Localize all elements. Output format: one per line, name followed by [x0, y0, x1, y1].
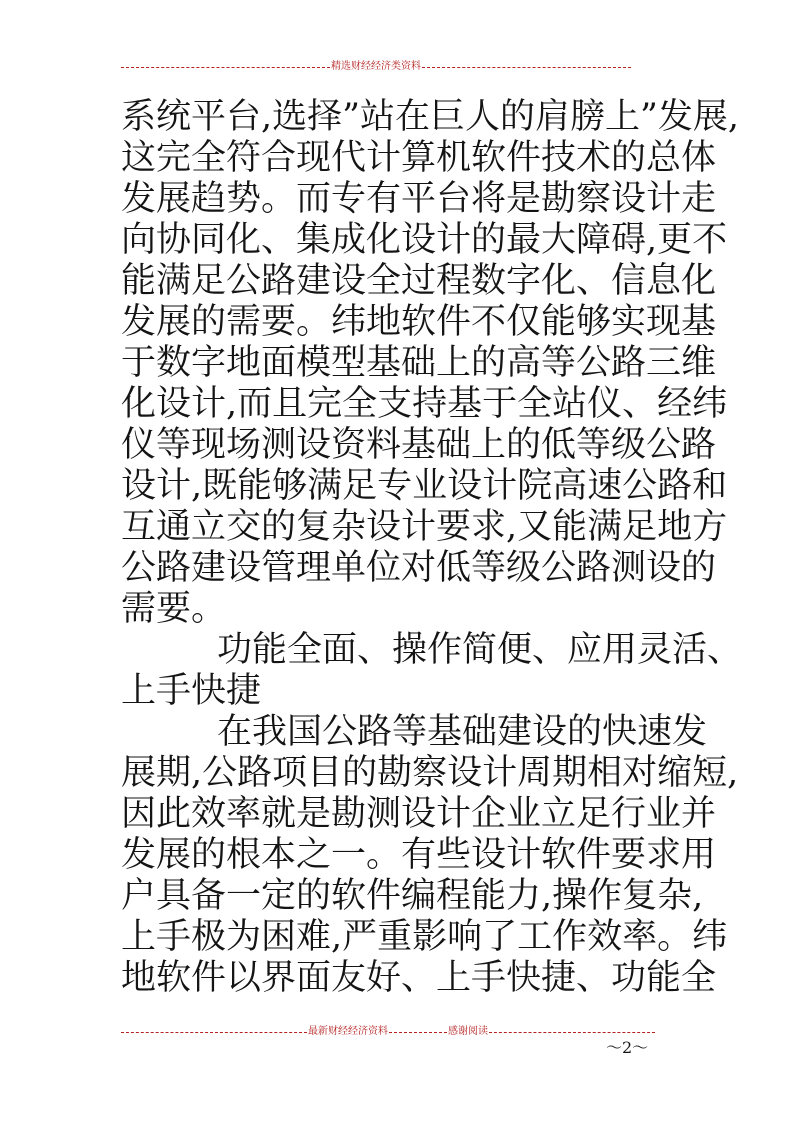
text-line: 展期,公路项目的勘察设计周期相对缩短, — [121, 753, 739, 793]
text-line: 公路建设管理单位对低等级公路测设的 — [121, 548, 717, 588]
text-line: 发展趋势。而专有平台将是勘察设计走 — [121, 179, 717, 219]
text-line: 发展的需要。纬地软件不仅能够实现基 — [121, 302, 717, 342]
page-footer — [120, 1025, 656, 1039]
text-line: 于数字地面模型基础上的高等公路三维 — [121, 343, 717, 383]
text-line: 户具备一定的软件编程能力,操作复杂, — [121, 876, 704, 916]
text-line: 功能全面、操作简便、应用灵活、 — [217, 630, 743, 670]
text-line: 地软件以界面友好、上手快捷、功能全 — [121, 958, 717, 998]
footer-left-label: 最新财经经济资料 — [308, 1026, 388, 1037]
text-line: 仪等现场测设资料基础上的低等级公路 — [121, 425, 717, 465]
text-line: 发展的根本之一。有些设计软件要求用 — [121, 835, 717, 875]
section-heading — [121, 630, 743, 712]
header-title: 精选财经经济类资料 — [331, 61, 421, 72]
footer-rule-middle — [389, 1025, 447, 1033]
text-line: 向协同化、集成化设计的最大障碍,更不 — [121, 220, 728, 260]
page-number: ～2～ — [606, 1038, 649, 1057]
text-line: 化设计,而且完全支持基于全站仪、经纬 — [121, 384, 728, 424]
text-line: 设计,既能够满足专业设计院高速公路和 — [121, 466, 728, 506]
page-header — [120, 60, 632, 74]
document-body — [121, 97, 743, 999]
text-line: 上手快捷 — [121, 671, 262, 711]
text-line: 这完全符合现代计算机软件技术的总体 — [121, 138, 717, 178]
header-rule-right — [422, 60, 631, 68]
paragraph — [121, 97, 740, 630]
footer-rule-right — [489, 1025, 655, 1033]
paragraph — [121, 712, 739, 999]
text-line: 在我国公路等基础建设的快速发 — [217, 712, 708, 752]
text-line: 能满足公路建设全过程数字化、信息化 — [121, 261, 717, 301]
text-line: 需要。 — [121, 589, 227, 629]
footer-rule-left — [121, 1025, 307, 1033]
text-line: 上手极为困难,严重影响了工作效率。纬 — [121, 917, 728, 957]
text-line: 互通立交的复杂设计要求,又能满足地方 — [121, 507, 728, 547]
footer-right-label: 感谢阅读 — [448, 1026, 488, 1037]
text-line: 因此效率就是勘测设计企业立足行业并 — [121, 794, 717, 834]
text-line: 系统平台,选择”站在巨人的肩膀上”发展, — [121, 97, 740, 137]
header-rule-left — [121, 60, 330, 68]
